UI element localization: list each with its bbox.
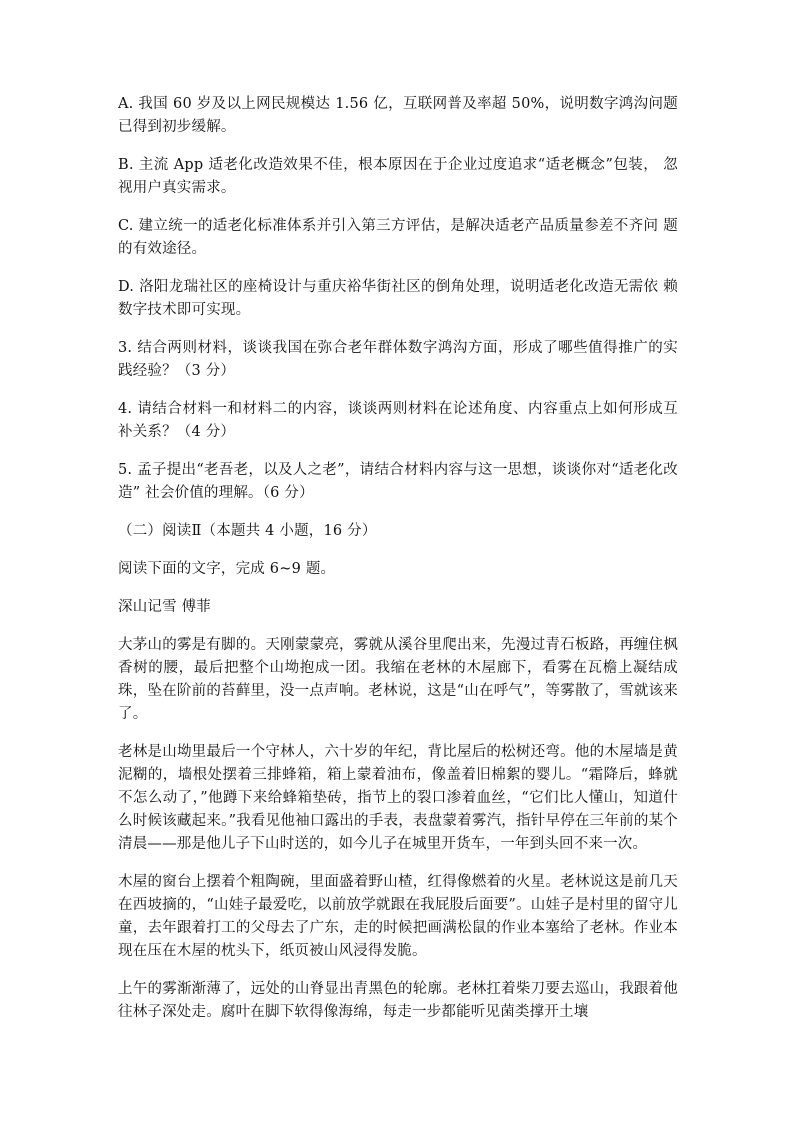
- story-paragraph-1: 大茅山的雾是有脚的。天刚蒙蒙亮，雾就从溪谷里爬出来，先漫过青石板路，再缠住枫香树的腰，最后把整个山坳抱成一团。我缩在老林的木屋廊下，看雾在瓦檐上凝结成珠，坠在阶前的苔藓里，没一点声响。老林说，这是“山在呼气”，等雾散了，雪就该来了。: [118, 637, 678, 722]
- question-5: 5. 孟子提出“老吾老，以及人之老”，请结合材料内容与这一思想，谈谈你对“适老化改造” 社会价值的理解。（6 分）: [118, 462, 678, 501]
- option-d: D. 洛阳龙瑞社区的座椅设计与重庆裕华街社区的倒角处理，说明适老化改造无需依 赖数字技术即可实现。: [118, 279, 678, 318]
- reading-instruction: 阅读下面的文字，完成 6~9 题。: [118, 561, 336, 577]
- story-paragraph-2: 老林是山坳里最后一个守林人，六十岁的年纪，背比屋后的松树还弯。他的木屋墙是黄泥糊的，墙根处摆着三排蜂箱，箱上蒙着油布，像盖着旧棉絮的婴儿。“霜降后，蜂就不怎么动了，”他蹲下来给蜂箱垫砖，指节上的裂口渗着血丝，“它们比人懂山，知道什么时候该藏起来。”我看见他袖口露出的手表，表盘蒙着雾汽，指针早停在三年前的某个清晨——那是他儿子下山时送的，如今儿子在城里开货车，一年到头回不来一次。: [118, 744, 678, 852]
- document-page: [118, 93, 678, 1039]
- question-4: 4. 请结合材料一和材料二的内容，谈谈两则材料在论述角度、内容重点上如何形成互补关系？（4 分）: [118, 401, 678, 440]
- story-paragraph-4: 上午的雾渐渐薄了，远处的山脊显出青黑色的轮廓。老林扛着柴刀要去巡山，我跟着他往林子深处走。腐叶在脚下软得像海绵，每走一步都能听见菌类撑开土壤: [118, 981, 678, 1020]
- question-3: 3. 结合两则材料，谈谈我国在弥合老年群体数字鸿沟方面，形成了哪些值得推广的实践经验？（3 分）: [118, 340, 678, 379]
- section-heading: （二）阅读Ⅱ（本题共 4 小题，16 分）: [118, 523, 377, 539]
- option-b: B. 主流 App 适老化改造效果不佳，根本原因在于企业过度追求“适老概念”包装， 忽视用户真实需求。: [118, 157, 678, 196]
- option-c: C. 建立统一的适老化标准体系并引入第三方评估，是解决适老产品质量参差不齐问 题的有效途径。: [118, 218, 678, 257]
- story-paragraph-3: 木屋的窗台上摆着个粗陶碗，里面盛着野山楂，红得像燃着的火星。老林说这是前几天在西坡摘的，“山娃子最爱吃，以前放学就跟在我屁股后面要”。山娃子是村里的留守儿童，去年跟着打工的父母去了广东，走的时候把画满松鼠的作业本塞给了老林。作业本现在压在木屋的枕头下，纸页被山风浸得发脆。: [118, 874, 678, 959]
- option-a: A. 我国 60 岁及以上网民规模达 1.56 亿，互联网普及率超 50%，说明数字鸿沟问题 已得到初步缓解。: [118, 96, 678, 135]
- story-title: 深山记雪 傅菲: [118, 599, 212, 615]
